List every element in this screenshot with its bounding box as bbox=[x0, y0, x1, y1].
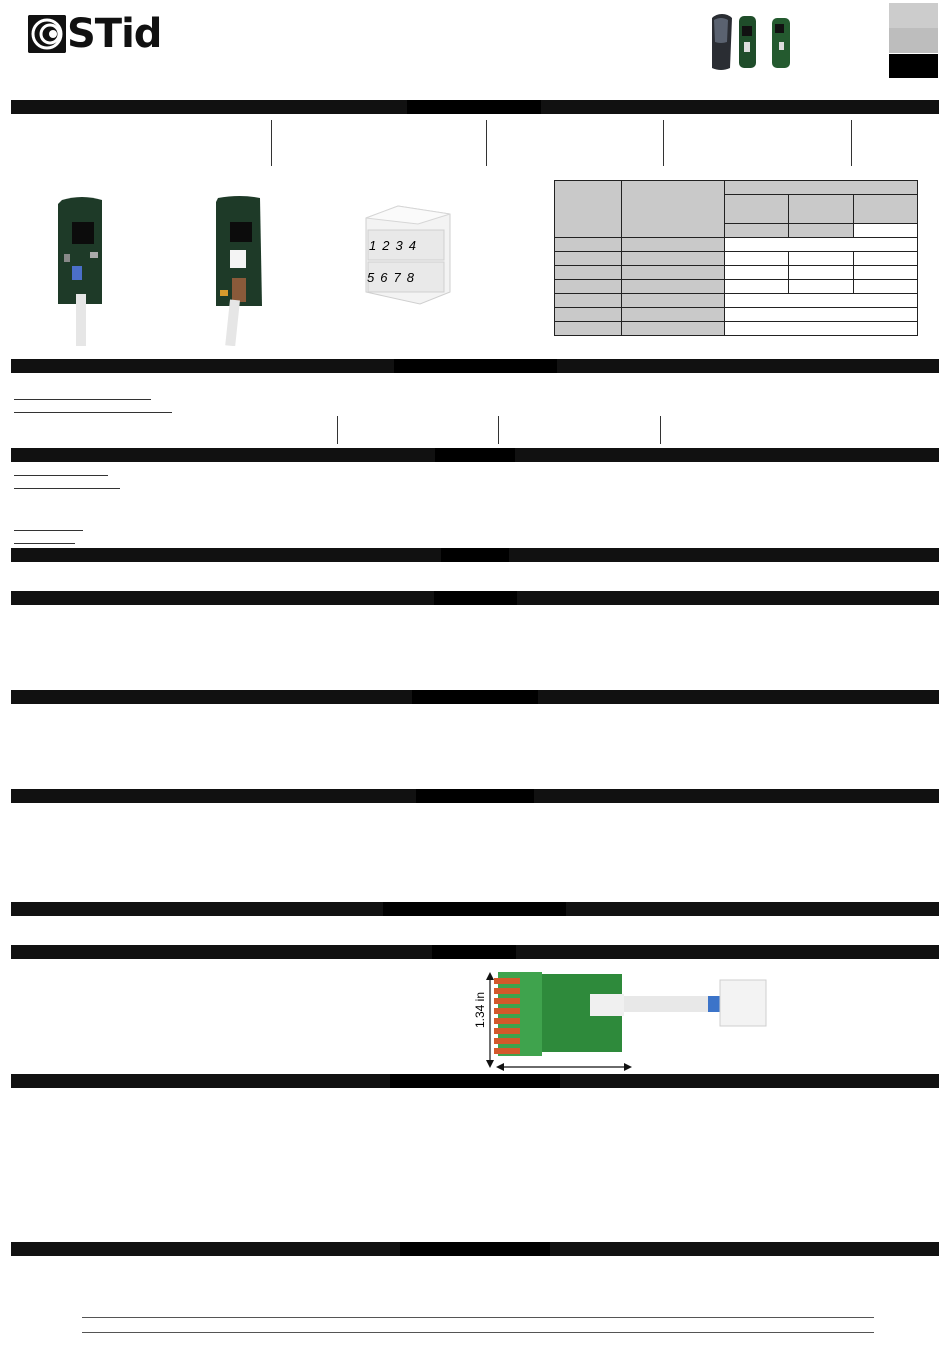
section-bar-4 bbox=[11, 548, 939, 562]
pin-label: 5 bbox=[367, 270, 381, 285]
column-divider bbox=[498, 416, 499, 444]
reader-pcb-image-1 bbox=[52, 194, 112, 346]
section-bar-11 bbox=[11, 1242, 939, 1256]
section-bar-1 bbox=[11, 100, 939, 114]
underline-rule bbox=[14, 475, 108, 476]
pin-label: 6 bbox=[380, 270, 394, 285]
reader-products-image bbox=[706, 12, 798, 70]
section-bar-8 bbox=[11, 902, 939, 916]
connector-image bbox=[358, 200, 458, 308]
column-divider bbox=[337, 416, 338, 444]
pin-label: 2 bbox=[382, 238, 396, 253]
section-bar-7 bbox=[11, 789, 939, 803]
section-bar-10 bbox=[11, 1074, 939, 1088]
column-divider bbox=[663, 120, 664, 166]
pin-label: 4 bbox=[408, 238, 422, 253]
column-divider bbox=[660, 416, 661, 444]
side-tab-dark bbox=[889, 54, 938, 78]
dimension-height-label: 1.34 in bbox=[473, 991, 487, 1029]
section-bar-9 bbox=[11, 945, 939, 959]
underline-rule bbox=[14, 488, 120, 489]
stid-logo bbox=[28, 11, 162, 57]
pinout-table bbox=[554, 180, 918, 336]
connector-pin-row-bottom bbox=[367, 270, 420, 285]
column-divider bbox=[271, 120, 272, 166]
section-bar-3 bbox=[11, 448, 939, 462]
stid-logo-icon bbox=[28, 15, 66, 53]
side-tab-light-2 bbox=[889, 28, 938, 53]
section-bar-5 bbox=[11, 591, 939, 605]
interface-adapter-image bbox=[470, 968, 774, 1076]
pin-label: 3 bbox=[395, 238, 409, 253]
underline-rule bbox=[14, 543, 75, 544]
column-divider bbox=[851, 120, 852, 166]
section-bar-6 bbox=[11, 690, 939, 704]
underline-rule bbox=[14, 399, 151, 400]
pin-label: 8 bbox=[406, 270, 420, 285]
footer-rule-top bbox=[82, 1317, 874, 1318]
column-divider bbox=[486, 120, 487, 166]
underline-rule bbox=[14, 530, 83, 531]
connector-pin-row-top bbox=[369, 238, 422, 253]
footer-rule-bottom bbox=[82, 1332, 874, 1333]
section-bar-2 bbox=[11, 359, 939, 373]
pin-label: 1 bbox=[369, 238, 383, 253]
brand-name: STid bbox=[67, 11, 162, 57]
underline-rule bbox=[14, 412, 172, 413]
pin-label: 7 bbox=[393, 270, 407, 285]
reader-pcb-image-2 bbox=[208, 194, 270, 346]
